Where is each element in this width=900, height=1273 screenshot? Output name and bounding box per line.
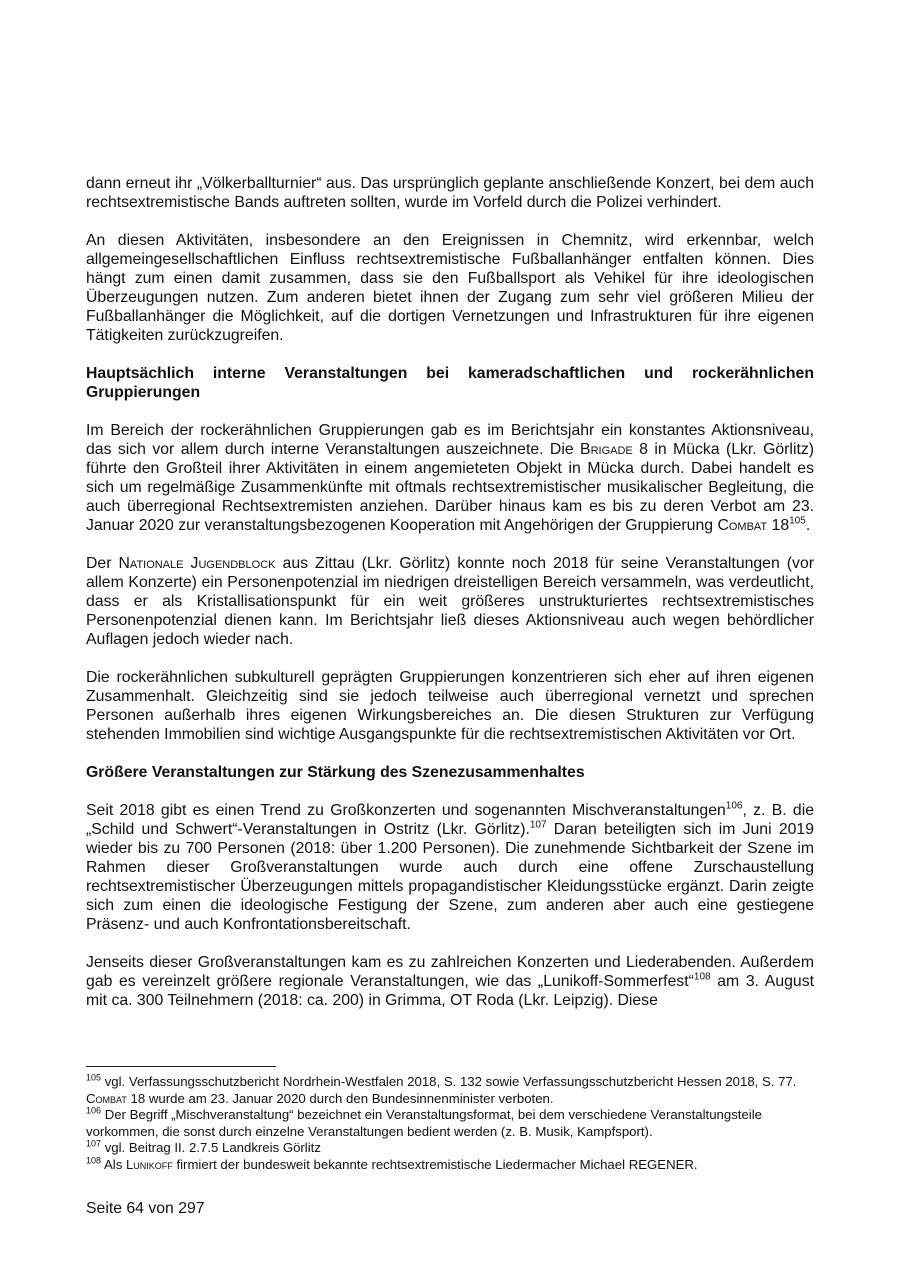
footnote-ref: 108 [693,971,711,983]
footnote: $^{108}$ Als Lunikoff firmiert der bundesweit bekannte rechtsextremistische Liedermacher Michael REGENER. [86,1155,698,1172]
paragraph: dann erneut ihr „Völkerballturnier“ aus. Das ursprünglich geplante anschließende Konzert, bei dem auch rechtsextremistische Bands auftreten sollten, wurde im Vorfeld durch die Polizei verhindert. [86,175,814,211]
paragraph: Der Nationale Jugendblock aus Zittau (Lkr. Görlitz) konnte noch 2018 für seine Veranstaltungen (vor allem Konzerte) ein Personenpotenzial im niedrigen dreistelligen Bereich versammeln, was verdeutlicht, dass er als Kristallisationspunkt für ein weit größeres unstrukturiertes rechtsextremistisches Personenpotenzial dienen kann. Im Berichtsjahr ließ dieses Aktionsniveau auch wegen behördlicher Auflagen jedoch wieder nach. [86,555,815,648]
paragraph: Im Bereich der rockerähnlichen Gruppierungen gab es im Berichtsjahr ein konstantes Aktionsniveau, das sich vor allem durch interne Veranstaltungen auszeichnete. Die Brigade 8 in Mücka (Lkr. Görlitz) führte den Großteil ihrer Aktivitäten in einem angemieteten Objekt in Mücka durch. Dabei handelt es sich um regelmäßige Zusammenkünfte mit oftmals rechtsextremistischer musikalischer Begleitung, die auch überregional Rechtsextremisten anziehen. Darüber hinaus kam es bis zu deren Verbot am 23. Januar 2020 zur veranstaltungsbezogenen Kooperation mit Angehörigen der Gruppierung Combat $18^{105}$. [86,422,814,534]
footnotes [86,1066,814,1173]
page-number: Seite 64 von 297 [86,1200,205,1217]
footnote: $^{105}$ vgl. Verfassungsschutzbericht Nordrhein-Westfalen 2018, S. 132 sowie Verfassungsschutzbericht Hessen 2018, S. 77. Combat 18 wurde am 23. Januar 2020 durch den Bundesinnenminister verboten. [86,1072,797,1106]
paragraph: Die rockerähnlichen subkulturell geprägten Gruppierungen konzentrieren sich eher auf ihren eigenen Zusammenhalt. Gleichzeitig sind sie jedoch teilweise auch überregional vernetzt und sprechen Personen außerhalb ihres eigenen Wirkungsbereiches an. Die diesen Strukturen zur Verfügung stehenden Immobilien sind wichtige Ausgangspunkte für die rechtsextremistischen Aktivitäten vor Ort. [86,669,814,743]
page-body [86,174,814,1029]
section-heading: Größere Veranstaltungen zur Stärkung des Szenezusammenhaltes [86,764,585,781]
footnote-divider [86,1066,276,1067]
paragraph: Seit 2018 gibt es einen Trend zu Großkonzerten und sogenannten Mischveranstaltungen$^{106}$, z. B. die „Schild und Schwert“-Veranstaltungen in Ostritz (Lkr. Görlitz).$^{107}$ Daran beteiligten sich im Juni 2019 wieder bis zu 700 Personen (2018: über 1.200 Personen). Die zunehmende Sichtbarkeit der Szene im Rahmen dieser Großveranstaltungen wurde auch durch eine offene Zurschaustellung rechtsextremistischer Überzeugungen mittels propagandistischer Kleidungsstücke ergänzt. Darin zeigte sich zum einen die ideologische Festigung der Szene, zum anderen aber auch eine gestiegene Präsenz- und auch Konfrontationsbereitschaft. [86,800,814,933]
footnote-ref: 107 [529,819,547,831]
paragraph: Jenseits dieser Großveranstaltungen kam es zu zahlreichen Konzerten und Liederabenden. Außerdem gab es vereinzelt größere regionale Veranstaltungen, wie das „Lunikoff-Sommerfest“$^{108}$ am 3. August mit ca. 300 Teilnehmern (2018: ca. 200) in Grimma, OT Roda (Lkr. Leipzig). Diese [86,954,814,1009]
footnote: $^{106}$ Der Begriff „Mischveranstaltung“ bezeichnet ein Veranstaltungsformat, bei dem verschiedene Veranstaltungsteile vorkommen, die sonst durch einzelne Veranstaltungen bedient werden (z. B. Musik, Kampfsport). [86,1105,762,1139]
footnote: $^{107}$ vgl. Beitrag II. 2.7.5 Landkreis Görlitz [86,1138,321,1155]
footnote-ref: 106 [725,800,743,812]
section-heading: Hauptsächlich interne Veranstaltungen bei kameradschaftlichen und rockerähnlichen Gruppierungen [86,365,814,401]
footnote-ref: 105 [789,515,806,527]
paragraph: An diesen Aktivitäten, insbesondere an den Ereignissen in Chemnitz, wird erkennbar, welch allgemeingesellschaftlichen Einfluss rechtsextremistische Fußballanhänger entfalten können. Dies hängt zum einen damit zusammen, dass sie den Fußballsport als Vehikel für ihre ideologischen Überzeugungen nutzen. Zum anderen bietet ihnen der Zugang zum sehr viel größeren Milieu der Fußballanhänger die Möglichkeit, auf die dortigen Vernetzungen und Infrastrukturen für ihre eigenen Tätigkeiten zurückzugreifen. [86,232,814,344]
